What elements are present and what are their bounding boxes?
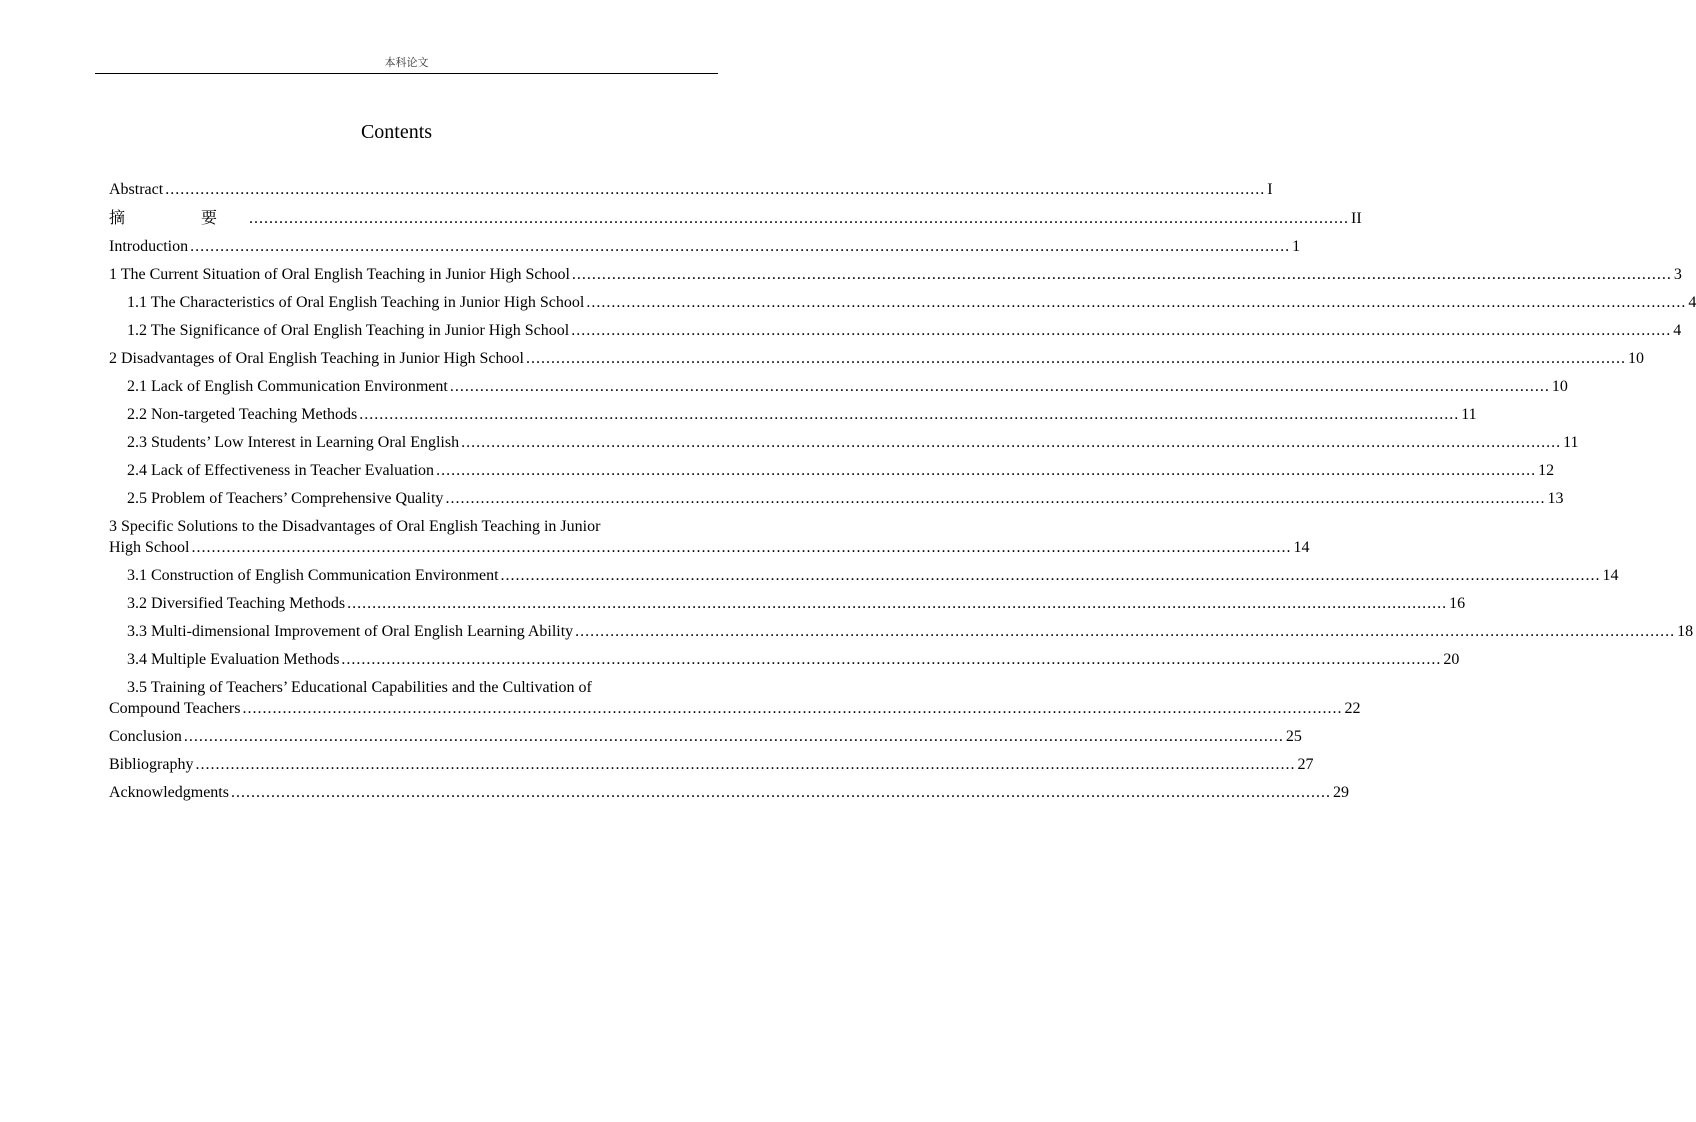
page-title: Contents bbox=[360, 121, 433, 143]
header-rule bbox=[95, 73, 718, 74]
toc-entry-label: 2.2 Non-targeted Teaching Methods bbox=[127, 406, 358, 423]
toc-entry[interactable] bbox=[109, 649, 1460, 670]
dot-leader: ............................................................................................................................................................................................................................ bbox=[500, 567, 1601, 584]
toc-entry-label: 2 Disadvantages of Oral English Teaching in Junior High School bbox=[109, 350, 524, 367]
dot-leader: ............................................................................................................................................................................................................................ bbox=[249, 210, 1350, 227]
toc-entry[interactable] bbox=[109, 516, 1310, 558]
toc-entry-page: I bbox=[1267, 181, 1273, 198]
toc-entry-page: II bbox=[1351, 210, 1362, 227]
toc-entry-label: 3.4 Multiple Evaluation Methods bbox=[127, 651, 340, 668]
toc-entry-label: 3.3 Multi-dimensional Improvement of Oral English Learning Ability bbox=[127, 623, 574, 640]
dot-leader: ............................................................................................................................................................................................................................ bbox=[571, 322, 1672, 339]
dot-leader: ............................................................................................................................................................................................................................ bbox=[436, 462, 1537, 479]
toc-entry-page: 16 bbox=[1449, 595, 1466, 612]
toc-entry-page: 1 bbox=[1292, 238, 1301, 255]
toc-entry[interactable] bbox=[109, 565, 1619, 586]
toc-entry-label: 1 The Current Situation of Oral English Teaching in Junior High School bbox=[109, 266, 570, 283]
toc-entry-label: 1.2 The Significance of Oral English Teaching in Junior High School bbox=[127, 322, 570, 339]
toc-entry[interactable] bbox=[109, 488, 1564, 509]
toc-entry-page: 11 bbox=[1563, 434, 1579, 451]
toc-entry-label: 1.1 The Characteristics of Oral English Teaching in Junior High School bbox=[127, 294, 585, 311]
toc-entry-label: 摘 要 bbox=[109, 208, 248, 227]
toc-entry-label: 2.4 Lack of Effectiveness in Teacher Evaluation bbox=[127, 462, 435, 479]
dot-leader: ............................................................................................................................................................................................................................ bbox=[191, 539, 1292, 556]
dot-leader: ............................................................................................................................................................................................................................ bbox=[347, 595, 1448, 612]
toc-entry[interactable] bbox=[109, 460, 1555, 481]
toc-entry[interactable] bbox=[109, 179, 1273, 200]
toc-entry-label: Introduction bbox=[109, 238, 189, 255]
toc-entry-label: Conclusion bbox=[109, 728, 182, 745]
toc-entry-label: Acknowledgments bbox=[109, 784, 229, 801]
toc-entry-page: 13 bbox=[1547, 490, 1564, 507]
toc-entry-page: 29 bbox=[1332, 784, 1349, 801]
toc-entry[interactable] bbox=[109, 677, 1361, 719]
toc-entry-page: 25 bbox=[1285, 728, 1302, 745]
dot-leader: ............................................................................................................................................................................................................................ bbox=[195, 756, 1296, 773]
dot-leader: ............................................................................................................................................................................................................................ bbox=[183, 728, 1284, 745]
dot-leader: ............................................................................................................................................................................................................................ bbox=[242, 700, 1343, 717]
toc-entry-label: 3.2 Diversified Teaching Methods bbox=[127, 595, 346, 612]
toc-entry[interactable] bbox=[109, 207, 1362, 229]
toc-entry-page: 10 bbox=[1551, 378, 1568, 395]
toc-entry-label: Abstract bbox=[109, 181, 164, 198]
dot-leader: ............................................................................................................................................................................................................................ bbox=[190, 238, 1291, 255]
dot-leader: ............................................................................................................................................................................................................................ bbox=[571, 266, 1672, 283]
toc-entry[interactable] bbox=[109, 236, 1301, 257]
toc-entry-label: 3.1 Construction of English Communication Environment bbox=[127, 567, 499, 584]
toc-entry[interactable] bbox=[109, 264, 1682, 285]
toc-entry-page: 3 bbox=[1673, 266, 1682, 283]
dot-leader: ............................................................................................................................................................................................................................ bbox=[341, 651, 1442, 668]
toc-entry-page: 14 bbox=[1293, 539, 1310, 556]
toc-entry[interactable] bbox=[109, 376, 1568, 397]
running-header: 本科论文 bbox=[384, 56, 429, 69]
dot-leader: ............................................................................................................................................................................................................................ bbox=[165, 181, 1266, 198]
toc-entry-label: 3 Specific Solutions to the Disadvantages of Oral English Teaching in Junior bbox=[109, 518, 601, 535]
dot-leader: ............................................................................................................................................................................................................................ bbox=[586, 294, 1687, 311]
toc-entry[interactable] bbox=[109, 404, 1477, 425]
toc-entry[interactable] bbox=[109, 782, 1349, 803]
toc-entry-page: 4 bbox=[1673, 322, 1682, 339]
toc-entry-page: 14 bbox=[1602, 567, 1619, 584]
toc-entry[interactable] bbox=[109, 593, 1466, 614]
dot-leader: ............................................................................................................................................................................................................................ bbox=[449, 378, 1550, 395]
toc-entry-label: Bibliography bbox=[109, 756, 194, 773]
toc-entry[interactable] bbox=[109, 292, 1696, 313]
toc-entry-page: 22 bbox=[1344, 700, 1361, 717]
toc-entry[interactable] bbox=[109, 621, 1694, 642]
toc-entry-label-continued: High School bbox=[109, 539, 190, 556]
toc-entry-page: 12 bbox=[1538, 462, 1555, 479]
toc-entry-label-continued: Compound Teachers bbox=[109, 700, 241, 717]
dot-leader: ............................................................................................................................................................................................................................ bbox=[575, 623, 1676, 640]
toc-entry-page: 11 bbox=[1461, 406, 1477, 423]
toc-entry-page: 27 bbox=[1297, 756, 1314, 773]
dot-leader: ............................................................................................................................................................................................................................ bbox=[461, 434, 1562, 451]
toc-entry-label: 3.5 Training of Teachers’ Educational Capabilities and the Cultivation of bbox=[127, 679, 592, 696]
table-of-contents bbox=[109, 179, 1696, 810]
toc-entry[interactable] bbox=[109, 726, 1302, 747]
dot-leader: ............................................................................................................................................................................................................................ bbox=[230, 784, 1331, 801]
dot-leader: ............................................................................................................................................................................................................................ bbox=[445, 490, 1546, 507]
toc-entry-page: 18 bbox=[1677, 623, 1694, 640]
dot-leader: ............................................................................................................................................................................................................................ bbox=[359, 406, 1460, 423]
toc-entry[interactable] bbox=[109, 754, 1314, 775]
toc-entry-label: 2.3 Students’ Low Interest in Learning Oral English bbox=[127, 434, 460, 451]
toc-entry-page: 20 bbox=[1443, 651, 1460, 668]
toc-entry[interactable] bbox=[109, 348, 1644, 369]
toc-entry-page: 4 bbox=[1688, 294, 1696, 311]
toc-entry-label: 2.5 Problem of Teachers’ Comprehensive Quality bbox=[127, 490, 444, 507]
toc-entry[interactable] bbox=[109, 320, 1682, 341]
dot-leader: ............................................................................................................................................................................................................................ bbox=[525, 350, 1626, 367]
toc-entry-page: 10 bbox=[1627, 350, 1644, 367]
toc-entry-label: 2.1 Lack of English Communication Environment bbox=[127, 378, 448, 395]
toc-entry[interactable] bbox=[109, 432, 1579, 453]
